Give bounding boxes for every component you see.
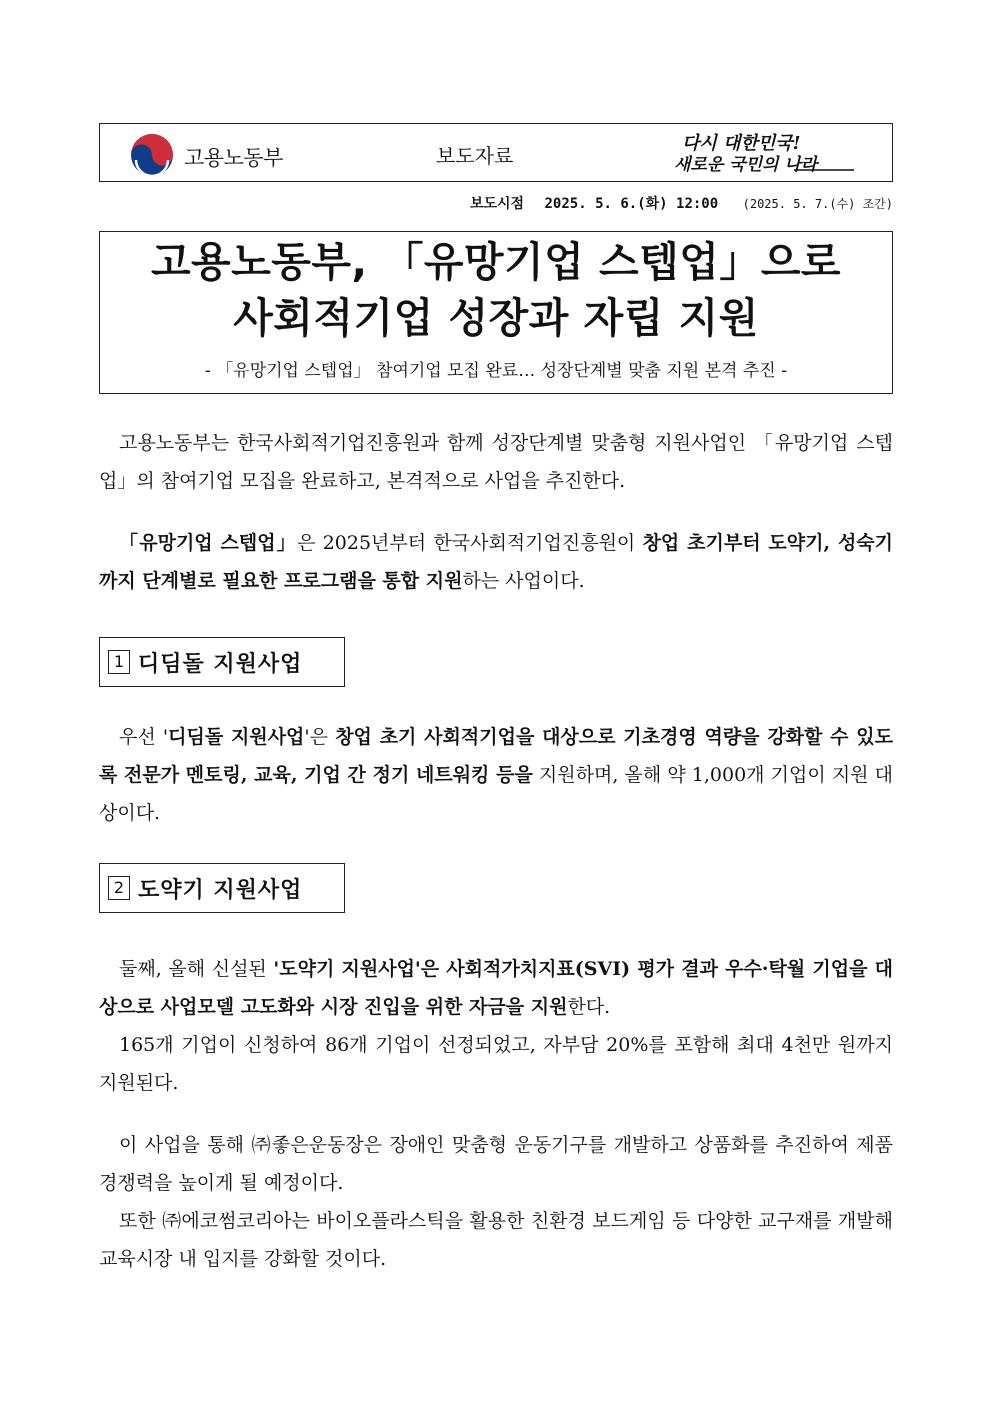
press-release-label: 보도자료	[436, 144, 514, 168]
selection-text: 165개 기업이 신청하여 86개 기업이 선정되었고, 자부담 20%를 포함해 최대 4천만 원까지 지원된다.	[99, 1034, 893, 1094]
headline-line1: 고용노동부, 「유망기업 스텝업」으로	[150, 238, 842, 286]
section1-text-1: 우선 '	[119, 726, 169, 748]
section2-text-1: 둘째, 올해 신설된	[119, 958, 274, 980]
paragraph-section1	[99, 718, 893, 832]
slogan-line2: 새로운 국민의 나라	[674, 155, 818, 175]
section-title-1: 디딤돌 지원사업	[138, 651, 303, 677]
slogan-line1: 다시 대한민국!	[682, 133, 801, 154]
section2-bold: '도약기 지원사업'은 사회적가치지표(SVI) 평가 결과 우수·탁월 기업을 대상으로 사업모델 고도화와 시장 진입을 위한 자금을 지원	[99, 958, 893, 1018]
section1-bold-1: 디딤돌 지원사업	[168, 726, 305, 748]
section2-text-2: 한다.	[567, 996, 611, 1018]
org-name: 고용노동부	[184, 146, 283, 170]
example-1-text: 이 사업을 통해 ㈜좋은운동장은 장애인 맞춤형 운동기구를 개발하고 상품화를 추진하여 제품 경쟁력을 높이게 될 예정이다.	[99, 1134, 893, 1194]
paragraph-example-1	[99, 1126, 893, 1202]
section1-bold-2: 창업 초기 사회적기업을 대상으로 기초경영 역량을 강화할 수 있도록 전문가 멘토링, 교육, 기업 간 정기 네트워킹 등을	[99, 726, 893, 786]
section-number-1: 1	[108, 650, 130, 674]
paragraph-overview	[99, 524, 893, 600]
slogan-calligraphy	[674, 130, 864, 176]
headline-line2: 사회적기업 성장과 자립 지원	[233, 294, 759, 342]
section-title-2: 도약기 지원사업	[138, 877, 303, 903]
paragraph-example-2	[99, 1202, 893, 1278]
section1-text-2: '은	[304, 726, 336, 748]
overview-text-1: 은 2025년부터 한국사회적기업진흥원이	[297, 532, 643, 554]
press-header	[99, 123, 893, 182]
release-date: 2025. 5. 6.(화) 12:00	[544, 196, 719, 212]
paragraph-section2	[99, 950, 893, 1026]
release-time	[470, 193, 893, 213]
release-time-label: 보도시점	[469, 196, 525, 212]
paragraph-intro-text: 고용노동부는 한국사회적기업진흥원과 함께 성장단계별 맞춤형 지원사업인 「유망기업 스텝업」의 참여기업 모집을 완료하고, 본격적으로 사업을 추진한다.	[99, 432, 893, 492]
overview-text-2: 하는 사업이다.	[462, 570, 585, 592]
paragraph-selection	[99, 1026, 893, 1102]
headline-box	[99, 231, 893, 394]
subheadline: - 「유망기업 스텝업」 참여기업 모집 완료… 성장단계별 맞춤 지원 본격 추진 -	[204, 361, 788, 381]
paragraph-intro	[99, 424, 893, 500]
program-name: 「유망기업 스텝업」	[119, 532, 298, 554]
example-2-text: 또한 ㈜에코썸코리아는 바이오플라스틱을 활용한 친환경 보드게임 등 다양한 교구재를 개발해 교육시장 내 입지를 강화할 것이다.	[99, 1210, 893, 1270]
release-morning-edition: (2025. 5. 7.(수) 조간)	[742, 197, 893, 211]
section1-text-3: 지원하며, 올해 약 1,000개 기업이 지원 대상이다.	[99, 764, 893, 824]
section-number-2: 2	[108, 876, 130, 900]
ministry-logo-icon	[130, 133, 174, 177]
section-heading-1	[99, 637, 345, 687]
overview-highlight: 창업 초기부터 도약기, 성숙기까지 단계별로 필요한 프로그램을 통합 지원	[99, 532, 894, 592]
section-heading-2	[99, 863, 345, 913]
